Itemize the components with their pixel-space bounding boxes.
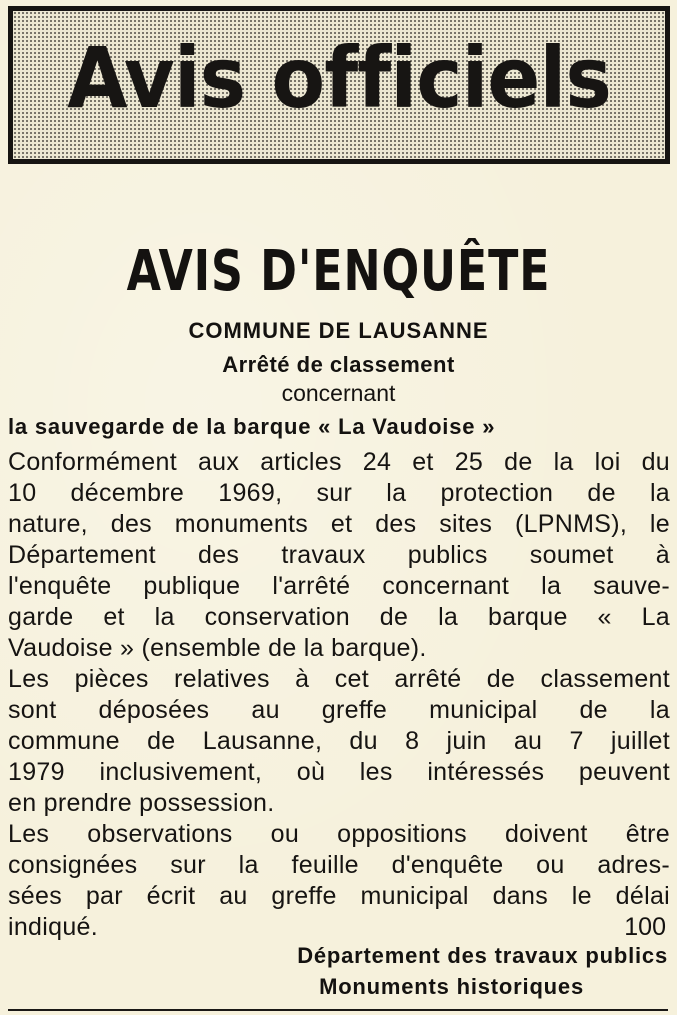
body-line: Vaudoise » (ensemble de la barque). [8,634,427,662]
concernant-text: concernant [281,380,396,406]
body-line: commune de Lausanne, du 8 juin au 7 juillet [8,727,670,755]
section-header-box [8,6,670,164]
commune-heading: COMMUNE DE LAUSANNE [188,318,489,343]
body-line: l'enquête publique l'arrêté concernant la sauve- [8,572,670,600]
reference-number: 100 [624,913,666,941]
body-line: 1979 inclusivement, où les intéressés peuvent [8,758,670,786]
body-line: sées par écrit au greffe municipal dans le délai [8,882,670,910]
body-line: en prendre possession. [8,789,275,817]
body-line: Département des travaux publics soumet à [8,541,670,569]
signature-department: Département des travaux publics [297,943,668,968]
body-line: 10 décembre 1969, sur la protection de la [8,479,670,507]
subject-line: la sauvegarde de la barque « La Vaudoise » [8,414,496,439]
notice-title: AVIS D'ENQUÊTE [126,239,551,304]
section-title: Avis officiels [67,29,611,127]
body-line: garde et la conservation de la barque « La [8,603,670,631]
body-line: sont déposées au greffe municipal de la [8,696,670,724]
body-line: Les pièces relatives à cet arrêté de classement [8,665,670,693]
body-line: nature, des monuments et des sites (LPNMS), le [8,510,670,538]
body-line: indiqué. [8,913,98,941]
signature-office: Monuments historiques [319,974,584,999]
body-line: consignées sur la feuille d'enquête ou adres- [8,851,670,879]
bottom-divider [8,1009,668,1011]
arrete-heading: Arrêté de classement [222,352,455,377]
body-line: Les observations ou oppositions doivent être [8,820,670,848]
body-line: Conformément aux articles 24 et 25 de la loi du [8,448,670,476]
